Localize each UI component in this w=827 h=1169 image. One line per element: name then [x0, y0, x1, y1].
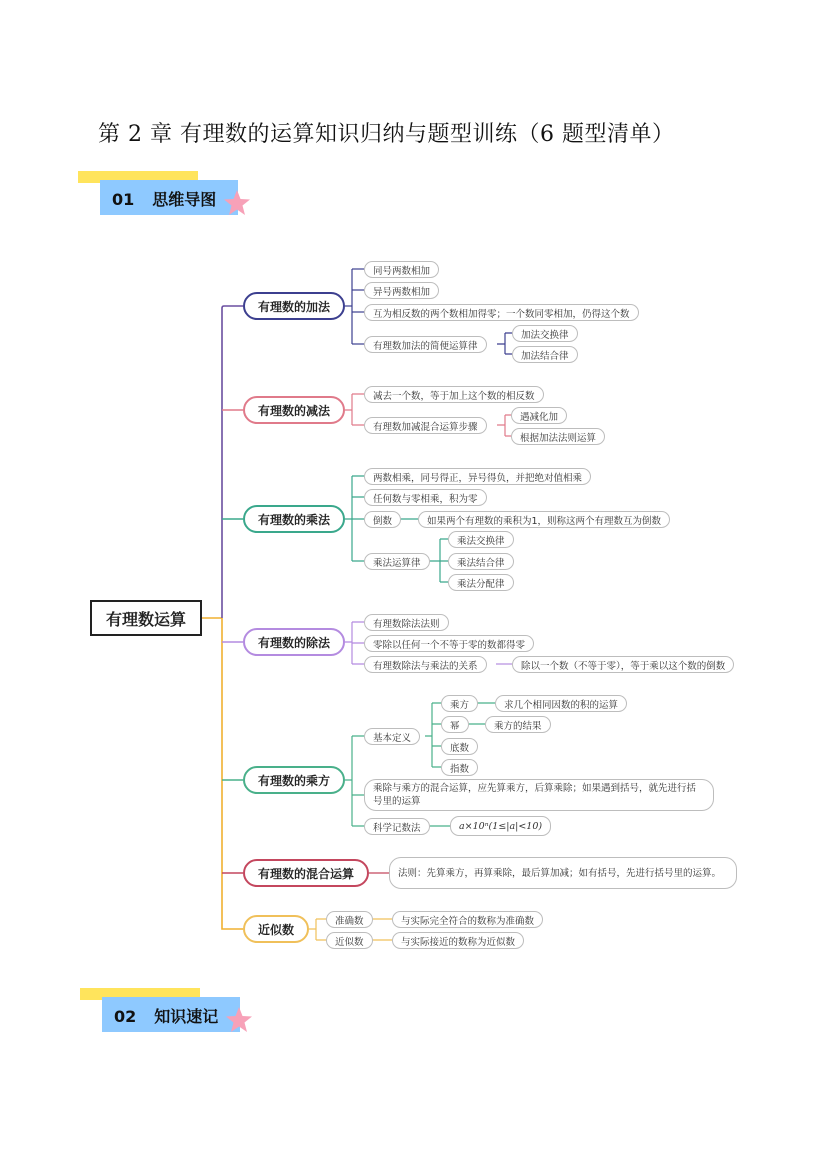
section-number: 02: [114, 1007, 137, 1026]
leaf-mul-reciprocal: 倒数: [364, 511, 401, 528]
leaf-approx-approx-def: 与实际接近的数称为近似数: [392, 932, 524, 949]
leaf-pow-power: 乘方: [441, 695, 478, 712]
section-name: 思维导图: [152, 190, 217, 209]
leaf-add-commutative: 加法交换律: [512, 325, 578, 342]
leaf-div-relation: 有理数除法与乘法的关系: [364, 656, 487, 673]
leaf-mix-rule: 法则：先算乘方，再算乘除，最后算加减；如有括号，先进行括号里的运算。: [389, 857, 737, 889]
leaf-sub-apply: 根据加法法则运算: [511, 428, 605, 445]
category-division: 有理数的除法: [243, 628, 345, 656]
section-number: 01: [112, 190, 135, 209]
leaf-approx-exact-def: 与实际完全符合的数称为准确数: [392, 911, 543, 928]
leaf-pow-exponent: 指数: [441, 759, 478, 776]
leaf-mul-laws: 乘法运算律: [364, 553, 430, 570]
leaf-sub-steps: 有理数加减混合运算步骤: [364, 417, 487, 434]
category-power: 有理数的乘方: [243, 766, 345, 794]
leaf-pow-base: 底数: [441, 738, 478, 755]
leaf-pow-basic: 基本定义: [364, 728, 420, 745]
leaf-add-same-sign: 同号两数相加: [364, 261, 439, 278]
category-multiplication: 有理数的乘法: [243, 505, 345, 533]
leaf-pow-result-def: 乘方的结果: [485, 716, 551, 733]
leaf-pow-mixed: 乘除与乘方的混合运算，应先算乘方，后算乘除；如果遇到括号，就先进行括号里的运算: [364, 779, 714, 811]
leaf-approx-approx: 近似数: [326, 932, 373, 949]
section-name: 知识速记: [154, 1007, 219, 1026]
leaf-div-zero: 零除以任何一个不等于零的数都得零: [364, 635, 534, 652]
leaf-add-diff-sign: 异号两数相加: [364, 282, 439, 299]
category-approx: 近似数: [243, 915, 309, 943]
leaf-div-relation-def: 除以一个数（不等于零），等于乘以这个数的倒数: [512, 656, 734, 673]
leaf-add-associative: 加法结合律: [512, 346, 578, 363]
leaf-add-opposites: 互为相反数的两个数相加得零；一个数同零相加，仍得这个数: [364, 304, 639, 321]
leaf-mul-associative: 乘法结合律: [448, 553, 514, 570]
leaf-mul-commutative: 乘法交换律: [448, 531, 514, 548]
leaf-div-rule: 有理数除法法则: [364, 614, 449, 631]
leaf-sub-convert: 遇减化加: [511, 407, 567, 424]
category-mixed: 有理数的混合运算: [243, 859, 369, 887]
leaf-add-laws: 有理数加法的简便运算律: [364, 336, 487, 353]
leaf-approx-exact: 准确数: [326, 911, 373, 928]
leaf-pow-result: 幂: [441, 716, 469, 733]
leaf-mul-rule: 两数相乘，同号得正，异号得负，并把绝对值相乘: [364, 468, 591, 485]
leaf-mul-distributive: 乘法分配律: [448, 574, 514, 591]
mindmap-root: 有理数运算: [90, 600, 202, 636]
category-subtraction: 有理数的减法: [243, 396, 345, 424]
page-title: 第 2 章 有理数的运算知识归纳与题型训练（6 题型清单）: [98, 122, 675, 147]
category-addition: 有理数的加法: [243, 292, 345, 320]
leaf-pow-power-def: 求几个相同因数的积的运算: [495, 695, 627, 712]
leaf-pow-scientific: 科学记数法: [364, 818, 430, 835]
leaf-pow-scientific-formula: a×10ⁿ(1≤|a|<10): [450, 816, 551, 836]
leaf-mul-reciprocal-def: 如果两个有理数的乘积为1，则称这两个有理数互为倒数: [418, 511, 670, 528]
leaf-mul-zero: 任何数与零相乘，积为零: [364, 489, 487, 506]
leaf-sub-rule: 减去一个数，等于加上这个数的相反数: [364, 386, 544, 403]
